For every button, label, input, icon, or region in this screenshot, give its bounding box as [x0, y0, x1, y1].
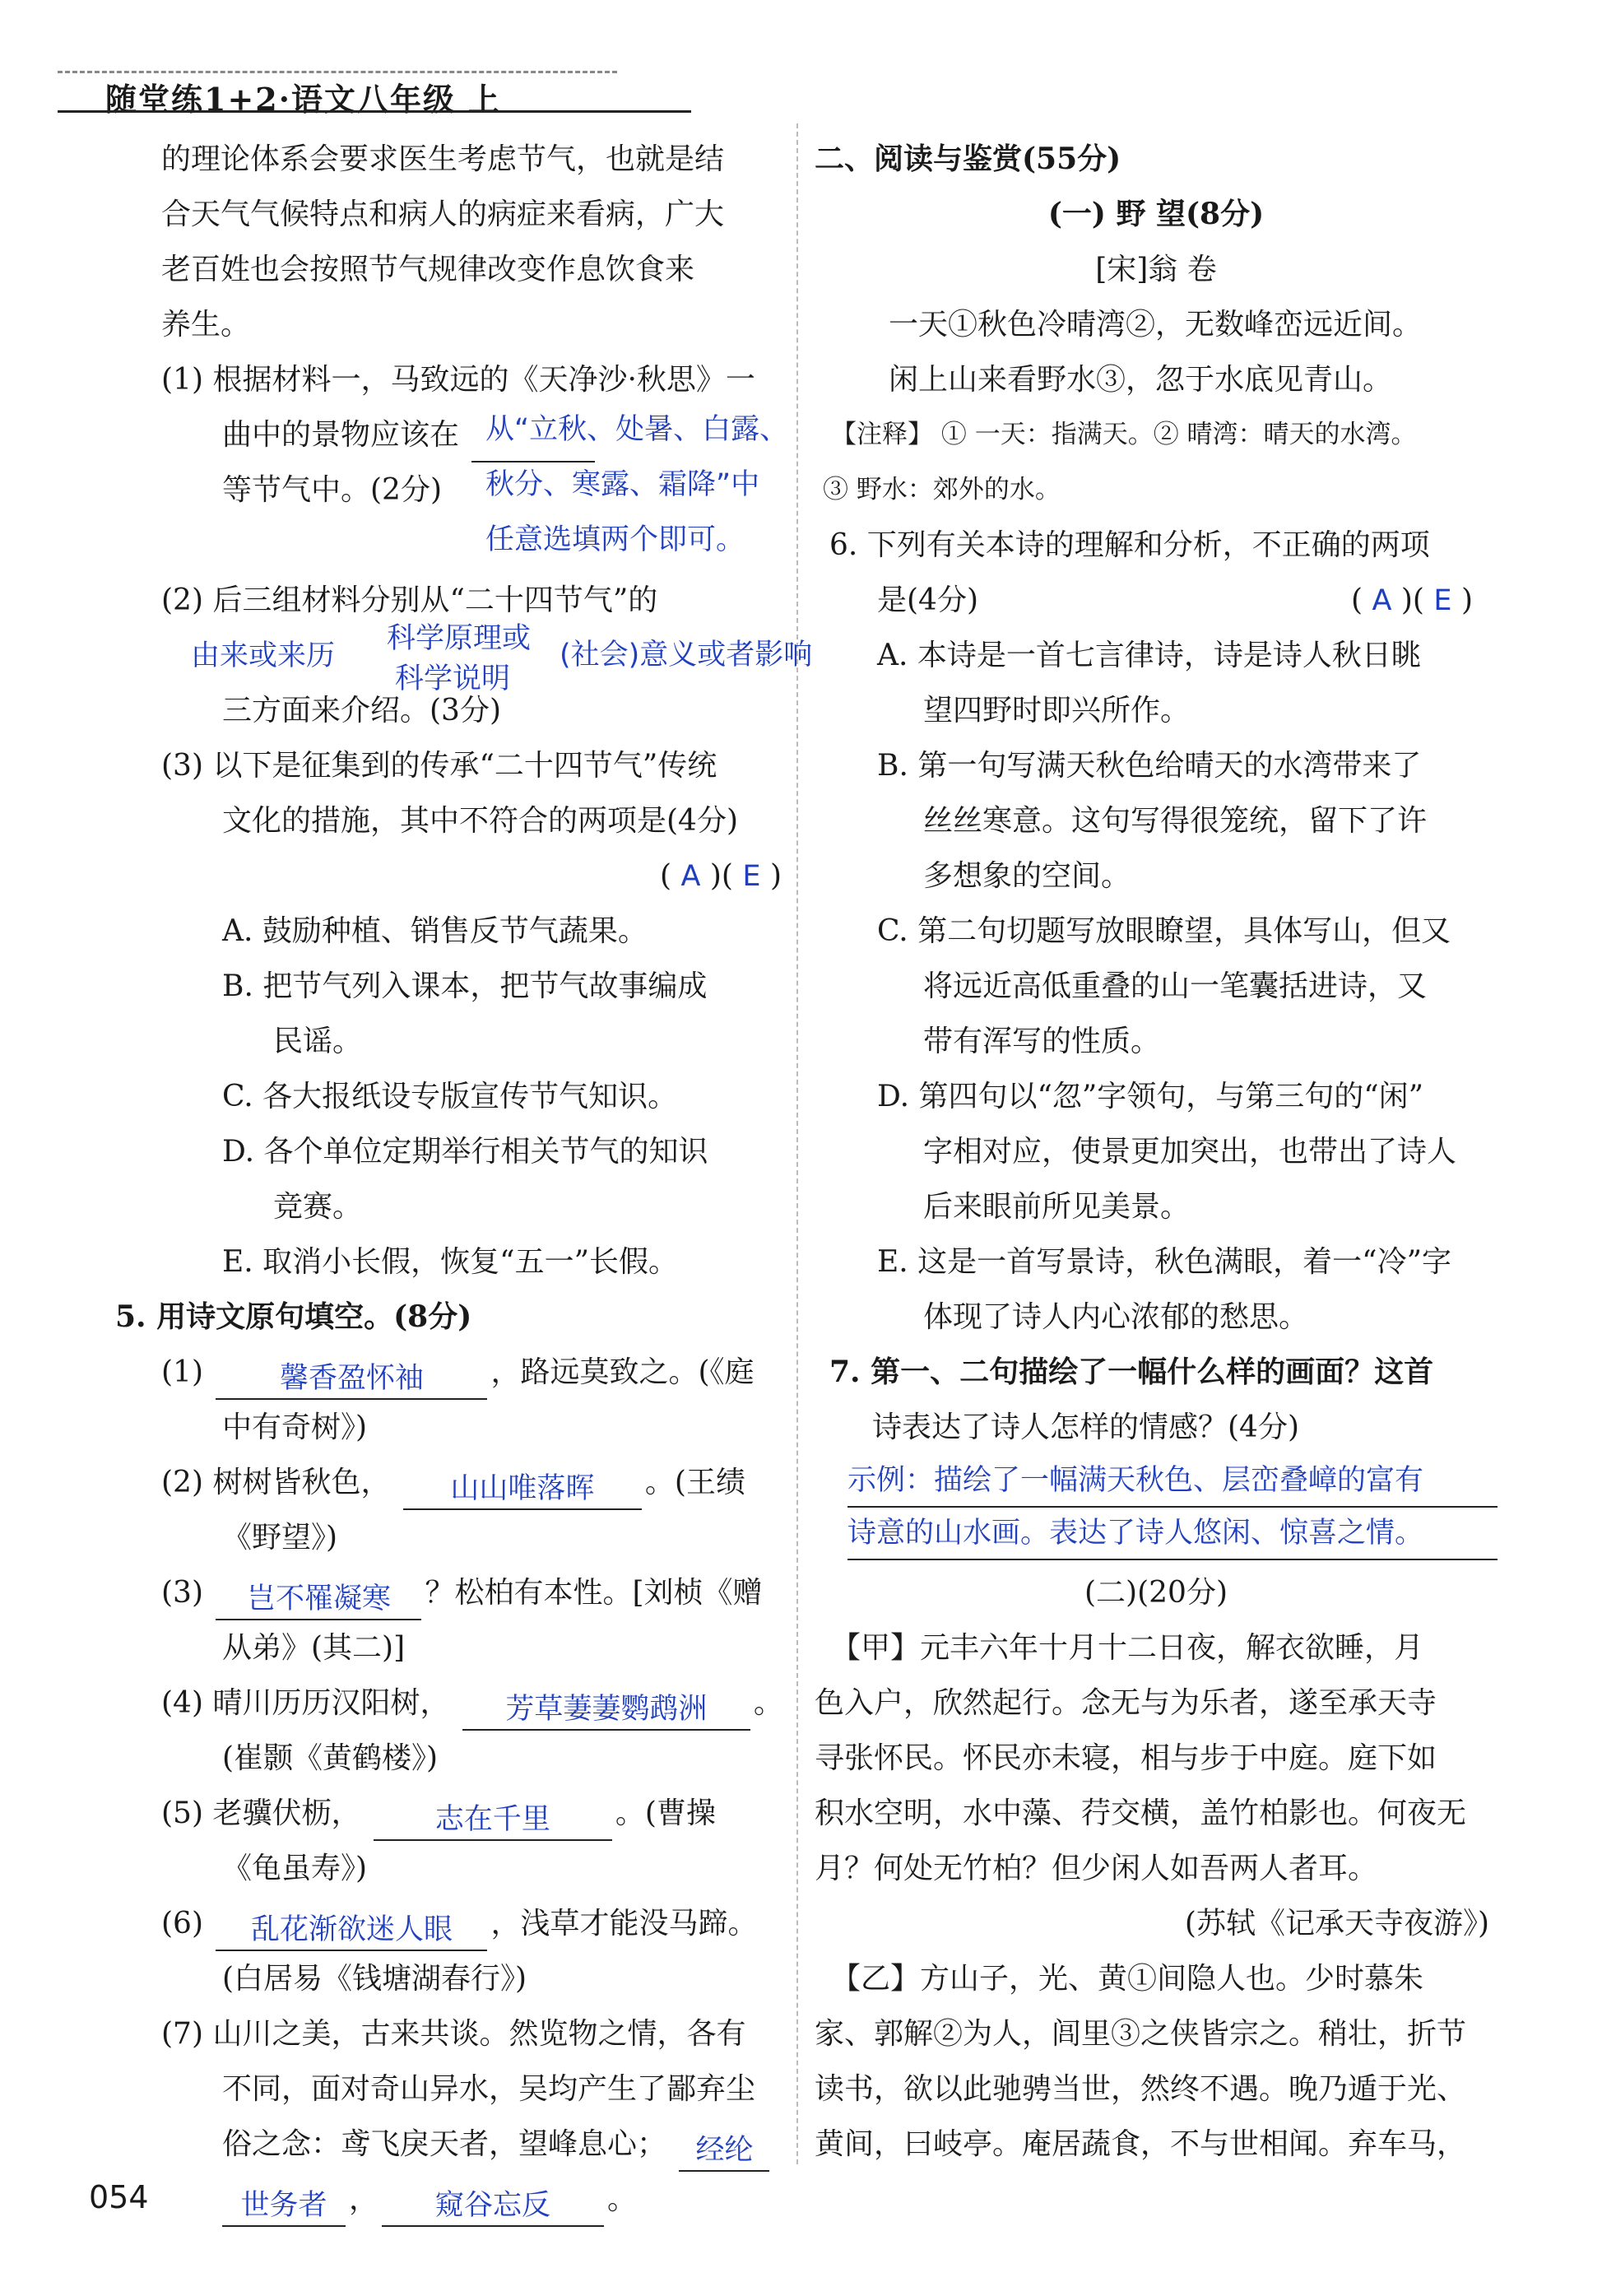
left-column [82, 132, 813, 2227]
handwritten-answer: 由来或来历 [191, 639, 336, 672]
passage-yi: 黄间，曰岐亭。庵居蔬食，不与世相闻。弃车马， [815, 2127, 1467, 2161]
option-c-cont: 带有浑写的性质。 [923, 1025, 1161, 1058]
page-number: 054 [89, 2179, 149, 2215]
passage-yi: 家、郭解②为人，闾里③之侠皆宗之。稍壮，折节 [815, 2017, 1467, 2051]
option-b: B. 第一句写满天秋色给晴天的水湾带来了 [877, 749, 1422, 783]
handwritten-answer: 示例：描绘了一幅满天秋色、层峦叠嶂的富有 [847, 1455, 1498, 1508]
column-divider [796, 123, 798, 2164]
option-d-cont: 字相对应，使景更加突出，也带出了诗人 [923, 1135, 1457, 1169]
fill-item-6-source: (白居易《钱塘湖春行》) [222, 1962, 527, 1996]
handwritten-answer: 从“立秋、处暑、白露、 [485, 413, 789, 446]
passage-jia: 积水空明，水中藻、荇交横，盖竹柏影也。何夜无 [815, 1796, 1467, 1830]
question-4-1: (1) 根据材料一，马致远的《天净沙·秋思》一 [161, 363, 755, 397]
poem-notes-cont: ③ 野水：郊外的水。 [823, 475, 1061, 504]
option-c: C. 各大报纸设专版宣传节气知识。 [222, 1080, 678, 1113]
poem-line: 一天①秋色冷晴湾②，无数峰峦远近间。 [889, 308, 1423, 342]
fill-item-3: (3) 岂不罹凝寒 ？松柏有本性。[刘桢《赠 [82, 1565, 790, 1620]
option-b: B. 把节气列入课本，把节气故事编成 [222, 969, 708, 1003]
option-d-cont: 后来眼前所见美景。 [923, 1190, 1191, 1224]
fill-item-6: (6) 乱花渐欲迷人眼 ，浅草才能没马蹄。 [82, 1896, 790, 1951]
passage-jia: 寻张怀民。怀民亦未寝，相与步于中庭。庭下如 [815, 1741, 1437, 1775]
option-d: D. 第四句以“忽”字领句，与第三句的“闲” [877, 1080, 1424, 1113]
question-4-1-line4 [82, 518, 790, 573]
header-rule [58, 110, 691, 113]
text-line: 老百姓也会按照节气规律改变作息饮食来 [161, 253, 695, 286]
fill-item-7-line3: 俗之念：鸢飞戾天者，望峰息心； 经纶 [82, 2117, 790, 2172]
option-e: E. 取消小长假，恢复“五一”长假。 [222, 1245, 678, 1279]
option-a: A. 本诗是一首七言律诗，诗是诗人秋日眺 [877, 639, 1421, 672]
poem-line: 闲上山来看野水③，忽于水底见青山。 [889, 363, 1393, 397]
page-header-title: 随堂练1+2·语文八年级 上 [105, 81, 502, 118]
option-e-cont: 体现了诗人内心浓郁的愁思。 [923, 1300, 1309, 1334]
question-4-2: (2) 后三组材料分别从“二十四节气”的 [161, 583, 658, 617]
question-7-line2: 诗表达了诗人怎样的情感？(4分) [872, 1411, 1299, 1444]
question-4-3-answer: ( A )( E ) [659, 859, 782, 893]
fill-item-4: (4) 晴川历历汉阳树， 芳草萋萋鹦鹉洲 。 [82, 1676, 790, 1731]
fill-item-7-line2: 不同，面对奇山异水，吴均产生了鄙弃尘 [222, 2072, 756, 2106]
option-c: C. 第二句切题写放眼瞭望，具体写山，但又 [877, 914, 1451, 948]
part-2-title: (二)(20分) [1084, 1576, 1228, 1610]
handwritten-answer: (社会)意义或者影响 [560, 639, 813, 672]
passage-jia-source: (苏轼《记承天寺夜游》) [1184, 1907, 1489, 1940]
fill-item-5-source: 《龟虽寿》) [222, 1852, 368, 1885]
fill-item-1: (1) 馨香盈怀袖 ，路远莫致之。(《庭 [82, 1345, 790, 1400]
text-line: 养生。 [161, 308, 251, 342]
fill-answer: 岂不罹凝寒 [216, 1579, 421, 1620]
poem-title: (一) 野 望(8分) [1047, 197, 1265, 231]
question-4-3-line2: 文化的措施，其中不符合的两项是(4分) [222, 804, 738, 838]
passage-jia: 【甲】元丰六年十月十二日夜，解衣欲睡，月 [831, 1631, 1424, 1665]
handwritten-answer: 任意选填两个即可。 [485, 523, 745, 556]
fill-item-2: (2) 树树皆秋色， 山山唯落晖 。(王绩 [82, 1455, 790, 1510]
fill-answer: 窥谷忘反 [382, 2186, 604, 2227]
question-7: 7. 第一、二句描绘了一幅什么样的画面？这首 [829, 1355, 1434, 1389]
fill-item-7: (7) 山川之美，古来共谈。然览物之情，各有 [161, 2017, 746, 2051]
handwritten-choice: A [1372, 584, 1392, 617]
option-d: D. 各个单位定期举行相关节气的知识 [222, 1135, 708, 1169]
fill-item-5: (5) 老骥伏枥， 志在千里 。(曹操 [82, 1786, 790, 1841]
poem-notes: 【注释】 ① 一天：指满天。② 晴湾：晴天的水湾。 [831, 420, 1417, 449]
handwritten-choice: E [1433, 584, 1452, 617]
handwritten-answer: 科学说明 [395, 662, 511, 695]
text-line: 合天气气候特点和病人的病症来看病，广大 [161, 198, 725, 231]
passage-jia: 月？何处无竹柏？但少闲人如吾两人者耳。 [815, 1852, 1378, 1885]
option-b-cont: 民谣。 [273, 1025, 363, 1058]
fill-answer: 世务者 [222, 2186, 346, 2227]
question-5-title: 5. 用诗文原句填空。(8分) [115, 1299, 472, 1334]
question-4-3: (3) 以下是征集到的传承“二十四节气”传统 [161, 749, 717, 783]
fill-item-2-source: 《野望》) [222, 1521, 338, 1555]
right-column [815, 132, 1498, 2172]
fill-item-1-source: 中有奇树》) [222, 1411, 368, 1444]
fill-answer: 芳草萋萋鹦鹉洲 [462, 1689, 750, 1731]
handwritten-answer: 诗意的山水画。表达了诗人悠闲、惊喜之情。 [847, 1508, 1498, 1560]
question-6-answer: ( A )( E ) [1350, 583, 1473, 617]
handwritten-answer: 秋分、寒露、霜降”中 [485, 468, 760, 501]
poem-author: [宋]翁 卷 [1095, 253, 1217, 286]
question-4-2-line3: 三方面来介绍。(3分) 科学说明 [82, 683, 790, 738]
question-4-1-line3: 等节气中。(2分) 秋分、寒露、霜降”中 [82, 462, 790, 518]
option-b-cont: 多想象的空间。 [923, 859, 1131, 893]
question-6: 6. 下列有关本诗的理解和分析，不正确的两项 [829, 528, 1430, 562]
option-b-cont: 丝丝寒意。这句写得很笼统，留下了许 [923, 804, 1428, 838]
fill-answer: 经纶 [679, 2131, 769, 2172]
fill-answer: 乱花渐欲迷人眼 [216, 1910, 487, 1951]
option-a-cont: 望四野时即兴所作。 [923, 694, 1191, 727]
handwritten-choice: A [680, 860, 701, 893]
passage-yi: 读书，欲以此驰骋当世，然终不遇。晚乃遁于光、 [815, 2072, 1467, 2106]
option-d-cont: 竞赛。 [273, 1190, 363, 1224]
section-title: 二、阅读与鉴赏(55分) [815, 142, 1121, 176]
passage-yi: 【乙】方山子，光、黄①间隐人也。少时慕朱 [831, 1962, 1424, 1996]
passage-jia: 色入户，欣然起行。念无与为乐者，遂至承天寺 [815, 1686, 1437, 1720]
fill-answer: 馨香盈怀袖 [216, 1359, 487, 1400]
header-dashed-rule [58, 71, 617, 73]
question-4-1-line2: 曲中的景物应该在 从“立秋、处暑、白露、 [82, 407, 790, 462]
fill-item-7-line4: 世务者 ， 窥谷忘反 。 [82, 2172, 790, 2227]
fill-item-3-source: 从弟》(其二)] [222, 1631, 406, 1665]
text-line: 的理论体系会要求医生考虑节气，也就是结 [161, 142, 725, 176]
question-6-line2: 是(4分) ( A )( E ) [815, 573, 1498, 628]
fill-answer: 山山唯落晖 [403, 1469, 642, 1510]
option-c-cont: 将远近高低重叠的山一笔囊括进诗，又 [923, 969, 1428, 1003]
option-e: E. 这是一首写景诗，秋色满眼，着一“冷”字 [877, 1245, 1451, 1279]
handwritten-choice: E [742, 860, 761, 893]
handwritten-answer: 科学原理或 [387, 622, 532, 655]
fill-answer: 志在千里 [374, 1800, 612, 1841]
option-a: A. 鼓励种植、销售反节气蔬果。 [222, 914, 648, 948]
fill-item-4-source: (崔颢《黄鹤楼》) [222, 1741, 439, 1775]
